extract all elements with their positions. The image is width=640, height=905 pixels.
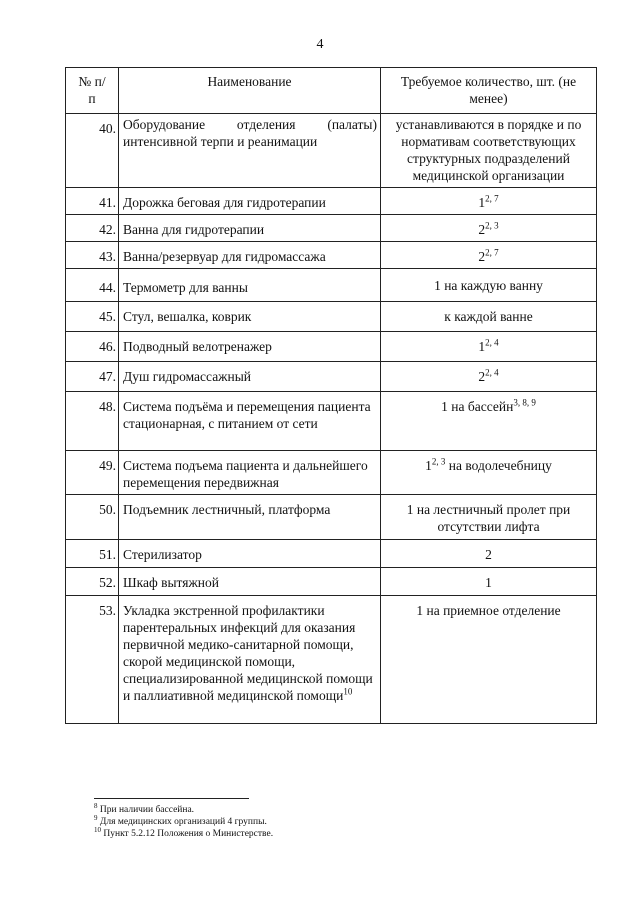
row-quantity: 2$^{2, 7}$ — [381, 242, 597, 269]
row-number: 50. — [66, 495, 119, 540]
table-row — [66, 269, 597, 302]
row-number: 47. — [66, 362, 119, 392]
row-number: 41. — [66, 188, 119, 215]
table-row — [66, 596, 597, 724]
row-name: Ванна/резервуар для гидромассажа — [119, 242, 381, 269]
table-row — [66, 302, 597, 332]
table-row — [66, 451, 597, 495]
table-row — [66, 215, 597, 242]
footnotes — [94, 798, 394, 840]
row-quantity: 1 на лестничный пролет при отсутствии лифта — [381, 495, 597, 540]
row-name: Подводный велотренажер — [119, 332, 381, 362]
table-header-row — [66, 68, 597, 114]
table-row — [66, 114, 597, 188]
row-number: 46. — [66, 332, 119, 362]
row-name: Укладка экстренной профилактики парентеральных инфекций для оказания первичной медико-санитарной помощи, скорой медицинской помощи, специализированной медицинской помощи и паллиативной медицинской помощи$^{10}$ — [119, 596, 381, 724]
header-name: Наименование — [119, 68, 381, 114]
row-number: 48. — [66, 392, 119, 451]
row-number: 51. — [66, 540, 119, 568]
row-name: Душ гидромассажный — [119, 362, 381, 392]
row-number: 44. — [66, 269, 119, 302]
table-row — [66, 568, 597, 596]
row-number: 42. — [66, 215, 119, 242]
row-quantity: устанавливаются в порядке и по нормативам соответствующих структурных подразделений медицинской организации — [381, 114, 597, 188]
row-number: 52. — [66, 568, 119, 596]
footnote-item: $^8$ При наличии бассейна. — [94, 801, 195, 815]
footnote-item: $^{10}$ Пункт 5.2.12 Положения о Министерстве. — [94, 825, 274, 839]
row-name: Ванна для гидротерапии — [119, 215, 381, 242]
table-row — [66, 362, 597, 392]
table-row — [66, 392, 597, 451]
row-quantity: 1$^{2, 7}$ — [381, 188, 597, 215]
row-quantity: 1 на каждую ванну — [381, 269, 597, 302]
equipment-table — [65, 67, 597, 724]
row-number: 40. — [66, 114, 119, 188]
row-quantity: 1$^{2, 4}$ — [381, 332, 597, 362]
footnote-item: $^9$ Для медицинских организаций 4 группы. — [94, 813, 267, 827]
row-quantity: 1$^{2, 3}$ на водолечебницу — [381, 451, 597, 495]
row-quantity: 2$^{2, 4}$ — [381, 362, 597, 392]
row-quantity: к каждой ванне — [381, 302, 597, 332]
table-row — [66, 332, 597, 362]
row-name: Стул, вешалка, коврик — [119, 302, 381, 332]
table-row — [66, 540, 597, 568]
page-number: 4 — [316, 37, 324, 52]
row-name: Стерилизатор — [119, 540, 381, 568]
row-name: Оборудование отделения (палаты) интенсивной терпи и реанимации — [119, 114, 381, 188]
row-number: 53. — [66, 596, 119, 724]
row-name: Подъемник лестничный, платформа — [119, 495, 381, 540]
row-name: Термометр для ванны — [119, 269, 381, 302]
table-row — [66, 495, 597, 540]
row-name: Система подъёма и перемещения пациента стационарная, с питанием от сети — [119, 392, 381, 451]
row-quantity: 1 на приемное отделение — [381, 596, 597, 724]
footnote-divider — [94, 798, 249, 799]
row-number: 43. — [66, 242, 119, 269]
row-quantity: 2 — [381, 540, 597, 568]
row-quantity: 1 на бассейн$^{3, 8, 9}$ — [381, 392, 597, 451]
row-quantity: 1 — [381, 568, 597, 596]
row-name: Система подъема пациента и дальнейшего перемещения передвижная — [119, 451, 381, 495]
header-quantity: Требуемое количество, шт. (не менее) — [381, 68, 597, 114]
row-quantity: 2$^{2, 3}$ — [381, 215, 597, 242]
table-row — [66, 242, 597, 269]
row-name: Дорожка беговая для гидротерапии — [119, 188, 381, 215]
row-name: Шкаф вытяжной — [119, 568, 381, 596]
row-number: 49. — [66, 451, 119, 495]
table-row — [66, 188, 597, 215]
row-number: 45. — [66, 302, 119, 332]
header-number: № п/п — [66, 68, 119, 114]
